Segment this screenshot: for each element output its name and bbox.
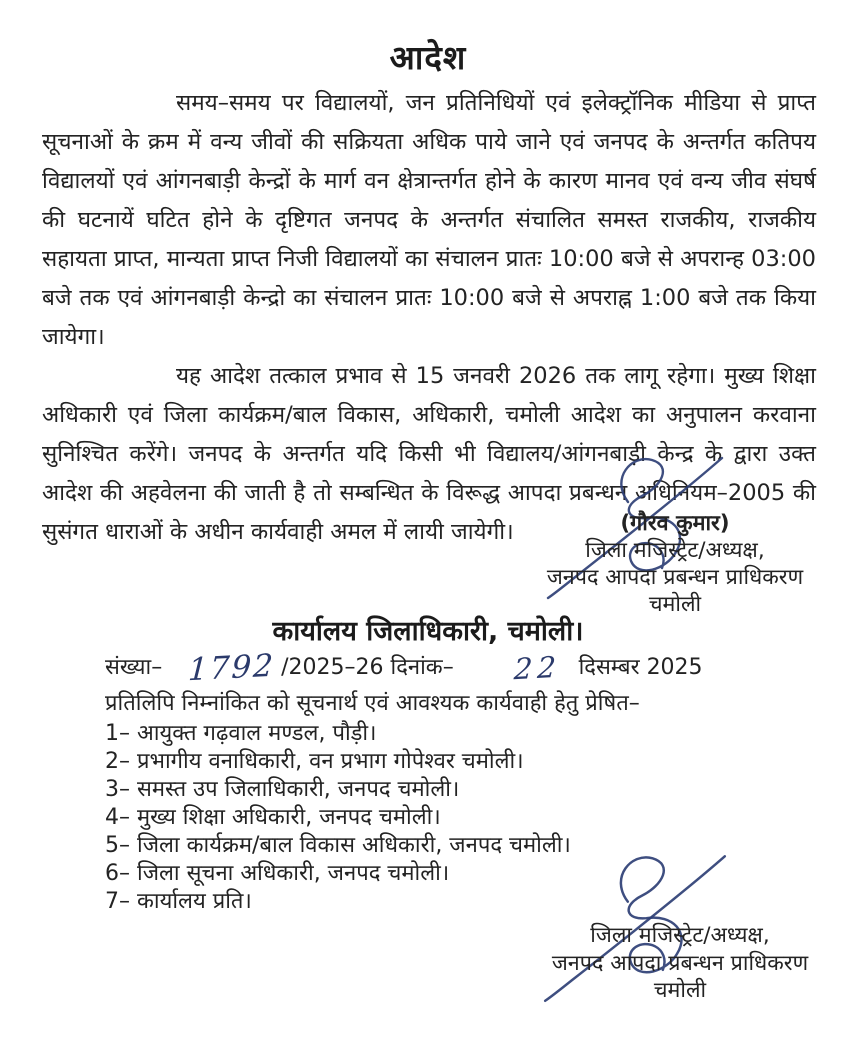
order-paragraph-1: समय–समय पर विद्यालयों, जन प्रतिनिधियों एवं इलेक्ट्रॉनिक मीडिया से प्राप्त सूचनाओं के क्रम में वन्य जीवों की सक्रियता अधिक पाये जाने एवं जनपद के अन्तर्गत कतिपय विद्यालयों एवं आंगनबाड़ी केन्द्रों के मार्ग वन क्षेत्रान्तर्गत होने के कारण मानव एवं वन्य जीव संघर्ष की घटनायें घटित होने के दृष्टिगत जनपद के अन्तर्गत संचालित समस्त राजकीय, राजकीय सहायता प्राप्त, मान्यता प्राप्त निजी विद्यालयों का संचालन प्रातः 10:00 बजे से अपरान्ह 03:00 बजे तक एवं आंगनबाड़ी केन्द्रो का संचालन प्रातः 10:00 बजे से अपराह्न 1:00 बजे तक किया जायेगा। <box>42 90 816 350</box>
office-heading: कार्यालय जिलाधिकारी, चमोली। <box>272 616 584 647</box>
reference-line <box>105 647 815 689</box>
ref-number-suffix: /2025–26 <box>281 655 384 680</box>
ref-number-handwritten: 1792 <box>187 647 277 689</box>
recipient-item: 2– प्रभागीय वनाधिकारी, वन प्रभाग गोपेश्वर चमोली। <box>105 749 524 774</box>
recipient-item: 4– मुख्य शिक्षा अधिकारी, जनपद चमोली। <box>105 805 441 830</box>
signatory-block-2 <box>520 922 840 1005</box>
ref-date-month-year: दिसम्बर 2025 <box>578 655 703 680</box>
ref-date-handwritten: 22 <box>512 649 562 687</box>
ref-date-label: दिनांक– <box>390 655 454 680</box>
signatory-block <box>515 510 835 618</box>
signatory2-place: चमोली <box>653 978 707 1003</box>
signatory2-authority: जनपद आपदा प्रबन्धन प्राधिकरण <box>551 950 809 976</box>
signatory-name: (गौरव कुमार) <box>620 511 730 536</box>
order-body <box>42 84 816 552</box>
ref-number-label: संख्या– <box>105 655 163 680</box>
document-title: आदेश <box>389 38 467 77</box>
recipient-item: 1– आयुक्त गढ़वाल मण्डल, पौड़ी। <box>105 721 377 746</box>
recipient-item: 6– जिला सूचना अधिकारी, जनपद चमोली। <box>105 861 450 886</box>
recipient-item: 3– समस्त उप जिलाधिकारी, जनपद चमोली। <box>105 777 460 802</box>
order-paragraph-2: यह आदेश तत्काल प्रभाव से 15 जनवरी 2026 तक लागू रहेगा। मुख्य शिक्षा अधिकारी एवं जिला कार्यक्रम/बाल विकास, अधिकारी, चमोली आदेश का अनुपालन करवाना सुनिश्चित करेंगे। जनपद के अन्तर्गत यदि किसी भी विद्यालय/आंगनबाड़ी केन्द्र के द्वारा उक्त आदेश की अहवेलना की जाती है तो सम्बन्धित के विरूद्ध आपदा प्रबन्धन अधिनियम–2005 की सुसंगत धाराओं के अधीन कार्यवाही अमल में लायी जायेगी। <box>42 363 816 545</box>
signatory-designation: जिला मजिस्ट्रेट/अध्यक्ष, <box>585 538 765 563</box>
recipient-list <box>105 720 765 916</box>
recipient-item: 5– जिला कार्यक्रम/बाल विकास अधिकारी, जनपद चमोली। <box>105 833 571 858</box>
recipient-item: 7– कार्यालय प्रति। <box>105 889 252 914</box>
signatory2-designation: जिला मजिस्ट्रेट/अध्यक्ष, <box>590 923 770 948</box>
copy-forward-note: प्रतिलिपि निम्नांकित को सूचनार्थ एवं आवश्यक कार्यवाही हेतु प्रेषित– <box>105 691 640 716</box>
signatory-place: चमोली <box>648 592 702 617</box>
signatory-authority: जनपद आपदा प्रबन्धन प्राधिकरण <box>546 565 804 590</box>
